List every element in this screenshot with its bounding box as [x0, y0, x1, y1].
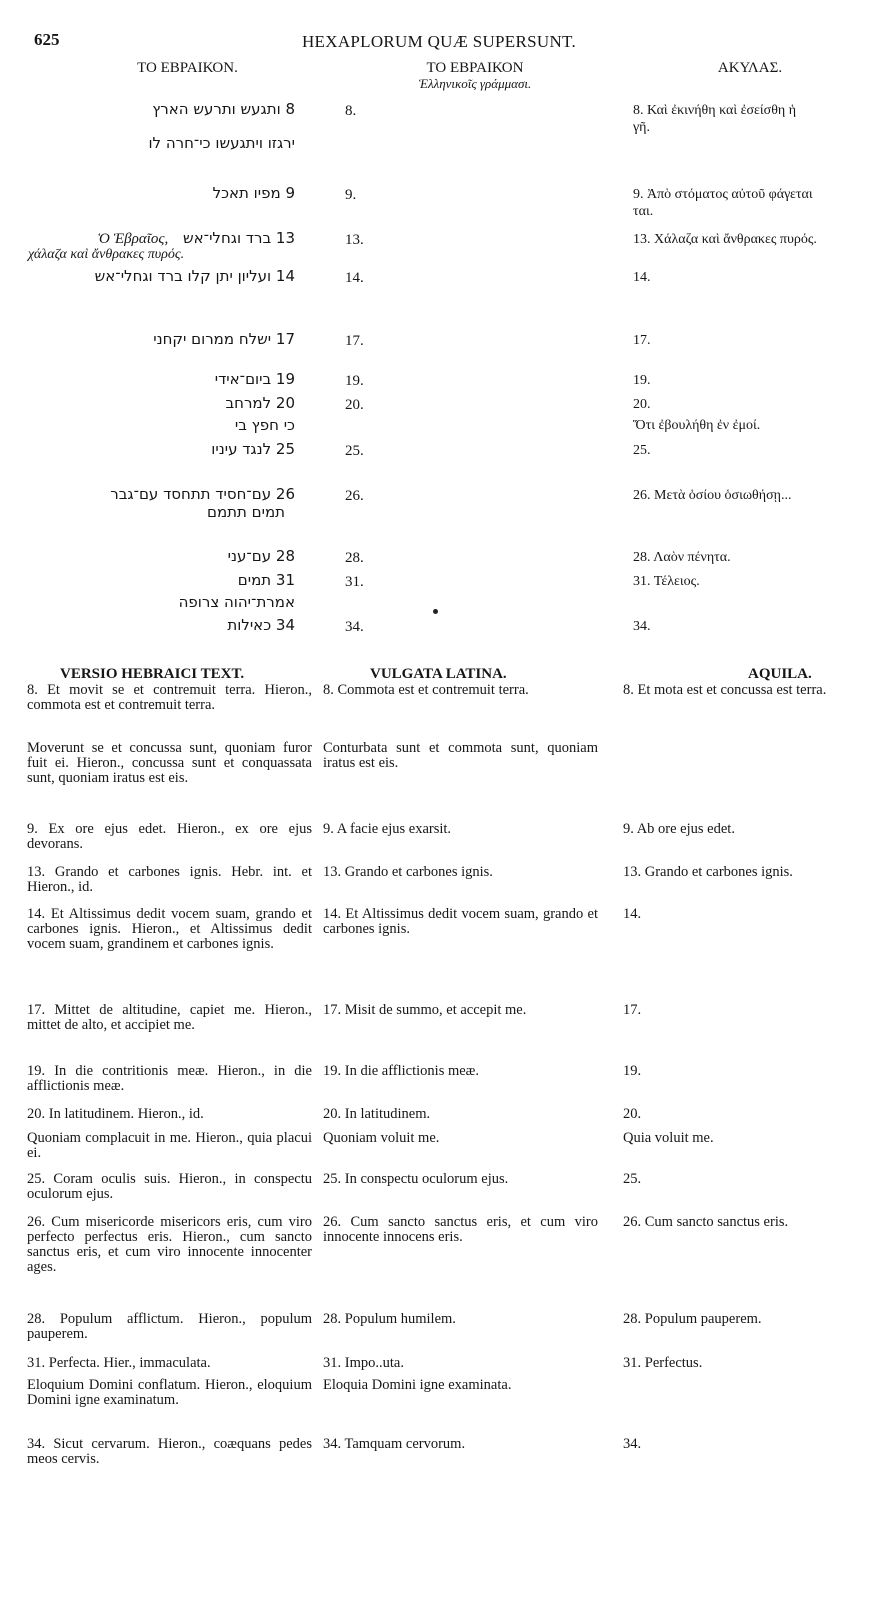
running-head: [0, 30, 878, 56]
vulgata-entry-34: 34. Tamquam cervorum.: [323, 1436, 466, 1452]
hebrew-greek-note: Ὁ Ἑβραῖος,: [97, 231, 169, 247]
aquila-greek-verse-31: 31. Τέλειος.: [633, 574, 700, 589]
header-hebrew: ΤΟ ΕΒΡΑΙΚΟΝ.: [137, 60, 238, 76]
aquila-latin-entry-25: 25.: [623, 1172, 642, 1187]
transliteration-verse-19: 19.: [345, 373, 364, 389]
hebrew-line: 8 ותגעש ותרעש הארץ: [152, 100, 295, 118]
aquila-line: γῆ.: [633, 120, 651, 135]
versio-entry-19: 19. In die contritionis meæ. Hieron., in die afflictionis meæ.: [27, 1063, 312, 1094]
versio-entry-20: 20. In latitudinem. Hieron., id.: [27, 1106, 204, 1122]
ink-speck: [433, 609, 438, 614]
aquila-greek-verse-28: 28. Λαὸν πένητα.: [633, 550, 731, 565]
vulgata-entry-13: 13. Grando et carbones ignis.: [323, 864, 493, 880]
aquila-latin-entry-20b: Quia voluit me.: [623, 1131, 714, 1146]
versio-entry-28: 28. Populum afflictum. Hieron., populum pauperem.: [27, 1311, 312, 1342]
hebrew-line: כי חפץ בי: [234, 416, 295, 434]
header-aquila-greek: ΑΚΥΛΑΣ.: [717, 60, 783, 76]
vulgata-entry-8b: Conturbata sunt et commota sunt, quoniam iratus est eis.: [323, 740, 598, 771]
hebrew-line: 20 למרחב: [225, 394, 295, 412]
vulgata-entry-31: 31. Impo..uta.: [323, 1355, 404, 1371]
aquila-latin-entry-14: 14.: [623, 907, 642, 922]
page-number: 625: [34, 30, 60, 49]
aquila-latin-entry-9: 9. Ab ore ejus edet.: [623, 822, 735, 837]
aquila-latin-entry-26: 26. Cum sancto sanctus eris.: [623, 1215, 789, 1230]
aquila-greek-verse-13: 13. Χάλαζα καὶ ἄνθρακες πυρός.: [633, 232, 817, 247]
aquila-latin-entry-20: 20.: [623, 1107, 642, 1122]
aquila-latin-entry-17: 17.: [623, 1003, 642, 1018]
hebrew-verse-26: [20, 485, 295, 521]
hebrew-verse-31: [20, 571, 295, 611]
running-title: HEXAPLORUM QUÆ SUPERSUNT.: [301, 32, 577, 51]
aquila-greek-verse-25: 25.: [633, 443, 651, 458]
versio-entry-26: 26. Cum misericorde misericors eris, cum viro perfecto perfectus eris. Hieron., cum sancto sanctus eris, et cum viro innocente innocenter ages.: [27, 1214, 312, 1275]
aquila-greek-verse-34: 34.: [633, 619, 651, 634]
versio-entry-8b: Moverunt se et concussa sunt, quoniam furor fuit ei. Hieron., concussa sunt et conquassata sunt, quoniam iratus est eis.: [27, 740, 312, 786]
versio-entry-31b: Eloquium Domini conflatum. Hieron., eloquium Domini igne examinatum.: [27, 1377, 312, 1408]
vulgata-entry-20: 20. In latitudinem.: [323, 1106, 431, 1122]
vulgata-entry-31b: Eloquia Domini igne examinata.: [323, 1377, 512, 1393]
aquila-greek-verse-19: 19.: [633, 373, 651, 388]
hebrew-verse-28: 28 עם־עני: [227, 547, 295, 565]
transliteration-verse-25: 25.: [345, 443, 364, 459]
hebrew-line: 26 עם־חסיד תתחסד עם־גבר: [110, 485, 295, 503]
vulgata-entry-17: 17. Misit de summo, et accepit me.: [323, 1002, 527, 1018]
transliteration-verse-17: 17.: [345, 333, 364, 349]
hebrew-verse-8: [20, 100, 295, 152]
header-vulgata-latina: VULGATA LATINA.: [370, 666, 507, 682]
aquila-latin-entry-8: 8. Et mota est et concussa est terra.: [623, 683, 827, 698]
aquila-line: 8. Καὶ ἐκινήθη καὶ ἐσείσθη ἡ: [633, 103, 797, 118]
transliteration-verse-9: 9.: [345, 187, 357, 203]
vulgata-entry-25: 25. In conspectu oculorum ejus.: [323, 1171, 509, 1187]
hebrew-verse-14: 14 ועליון יתן קלו ברד וגחלי־אש: [94, 267, 295, 285]
hebrew-line: תמים תתמם: [207, 503, 285, 521]
aquila-latin-entry-34: 34.: [623, 1437, 642, 1452]
transliteration-verse-20: 20.: [345, 397, 364, 413]
hebrew-line: ירגזו ויתגעשו כי־חרה לו: [148, 134, 295, 152]
aquila-greek-verse-9: [633, 186, 878, 220]
vulgata-entry-20b: Quoniam voluit me.: [323, 1130, 440, 1146]
vulgata-entry-14: 14. Et Altissimus dedit vocem suam, grando et carbones ignis.: [323, 906, 598, 937]
aquila-greek-verse-14: 14.: [633, 270, 651, 285]
header-hebrew-greek-letters-subtitle: Ἑλληνικοῖς γράμμασι.: [418, 76, 532, 91]
aquila-line: Ὅτι ἐβουλήθη ἐν ἐμοί.: [633, 418, 761, 433]
hebrew-line: אמרת־יהוה צרופה: [178, 593, 295, 611]
transliteration-verse-28: 28.: [345, 550, 364, 566]
versio-entry-17: 17. Mittet de altitudine, capiet me. Hieron., mittet de alto, et accipiet me.: [27, 1002, 312, 1033]
hebrew-verse-25: 25 לנגד עיניו: [211, 440, 295, 458]
aquila-greek-verse-8: [633, 102, 878, 136]
aquila-greek-verse-26: 26. Μετὰ ὁσίου ὁσιωθήσῃ...: [633, 488, 792, 503]
aquila-latin-entry-28: 28. Populum pauperem.: [623, 1312, 762, 1327]
versio-entry-8: 8. Et movit se et contremuit terra. Hieron., commota est et contremuit terra.: [27, 682, 312, 713]
vulgata-entry-28: 28. Populum humilem.: [323, 1311, 456, 1327]
vulgata-entry-9: 9. A facie ejus exarsit.: [323, 821, 452, 837]
hebrew-verse-34: 34 כאילות: [227, 616, 295, 634]
transliteration-verse-26: 26.: [345, 488, 364, 504]
hebrew-verse-20: [20, 394, 295, 434]
hebrew-verse-17: 17 ישלח ממרום יקחני: [153, 330, 295, 348]
aquila-latin-entry-31: 31. Perfectus.: [623, 1356, 703, 1371]
header-aquila-latin: AQUILA.: [748, 666, 812, 682]
hebrew-verse-19: 19 ביום־אידי: [214, 370, 295, 388]
transliteration-verse-8: 8.: [345, 103, 357, 119]
versio-entry-13: 13. Grando et carbones ignis. Hebr. int. et Hieron., id.: [27, 864, 312, 895]
aquila-greek-verse-17: 17.: [633, 333, 651, 348]
hebrew-line: 13 ברד וגחלי־אש: [183, 229, 295, 247]
transliteration-verse-13: 13.: [345, 232, 364, 248]
versio-entry-25: 25. Coram oculis suis. Hieron., in conspectu oculorum ejus.: [27, 1171, 312, 1202]
hebrew-greek-translation: χάλαζα καὶ ἄνθρακες πυρός.: [28, 247, 185, 262]
hebrew-line: 31 תמים: [237, 571, 295, 589]
versio-entry-14: 14. Et Altissimus dedit vocem suam, grando et carbones ignis. Hieron., et Altissimus dedit vocem suam, grandinem et carbones ignis.: [27, 906, 312, 952]
header-hebrew-greek-letters: [370, 60, 580, 92]
vulgata-entry-8: 8. Commota est et contremuit terra.: [323, 682, 529, 698]
transliteration-verse-31: 31.: [345, 574, 364, 590]
header-versio-hebraici: VERSIO HEBRAICI TEXT.: [60, 666, 245, 682]
vulgata-entry-26: 26. Cum sancto sanctus eris, et cum viro innocente innocens eris.: [323, 1214, 598, 1245]
aquila-line: ται.: [633, 204, 654, 219]
aquila-greek-verse-20: [633, 396, 878, 434]
hebrew-verse-9: 9 מפיו תאכל: [212, 184, 295, 202]
transliteration-verse-34: 34.: [345, 619, 364, 635]
aquila-line: 20.: [633, 397, 651, 412]
transliteration-verse-14: 14.: [345, 270, 364, 286]
versio-entry-20b: Quoniam complacuit in me. Hieron., quia placui ei.: [27, 1130, 312, 1161]
versio-entry-31: 31. Perfecta. Hier., immaculata.: [27, 1355, 211, 1371]
hebrew-verse-13: [20, 229, 295, 248]
vulgata-entry-19: 19. In die afflictionis meæ.: [323, 1063, 479, 1079]
aquila-latin-entry-13: 13. Grando et carbones ignis.: [623, 865, 793, 880]
versio-entry-9: 9. Ex ore ejus edet. Hieron., ex ore ejus devorans.: [27, 821, 312, 852]
header-hebrew-greek-letters-title: ΤΟ ΕΒΡΑΙΚΟΝ: [426, 60, 524, 76]
aquila-latin-entry-19: 19.: [623, 1064, 642, 1079]
versio-entry-34: 34. Sicut cervarum. Hieron., coæquans pedes meos cervis.: [27, 1436, 312, 1467]
aquila-line: 9. Ἀπὸ στόματος αὐτοῦ φάγεται: [633, 187, 813, 202]
